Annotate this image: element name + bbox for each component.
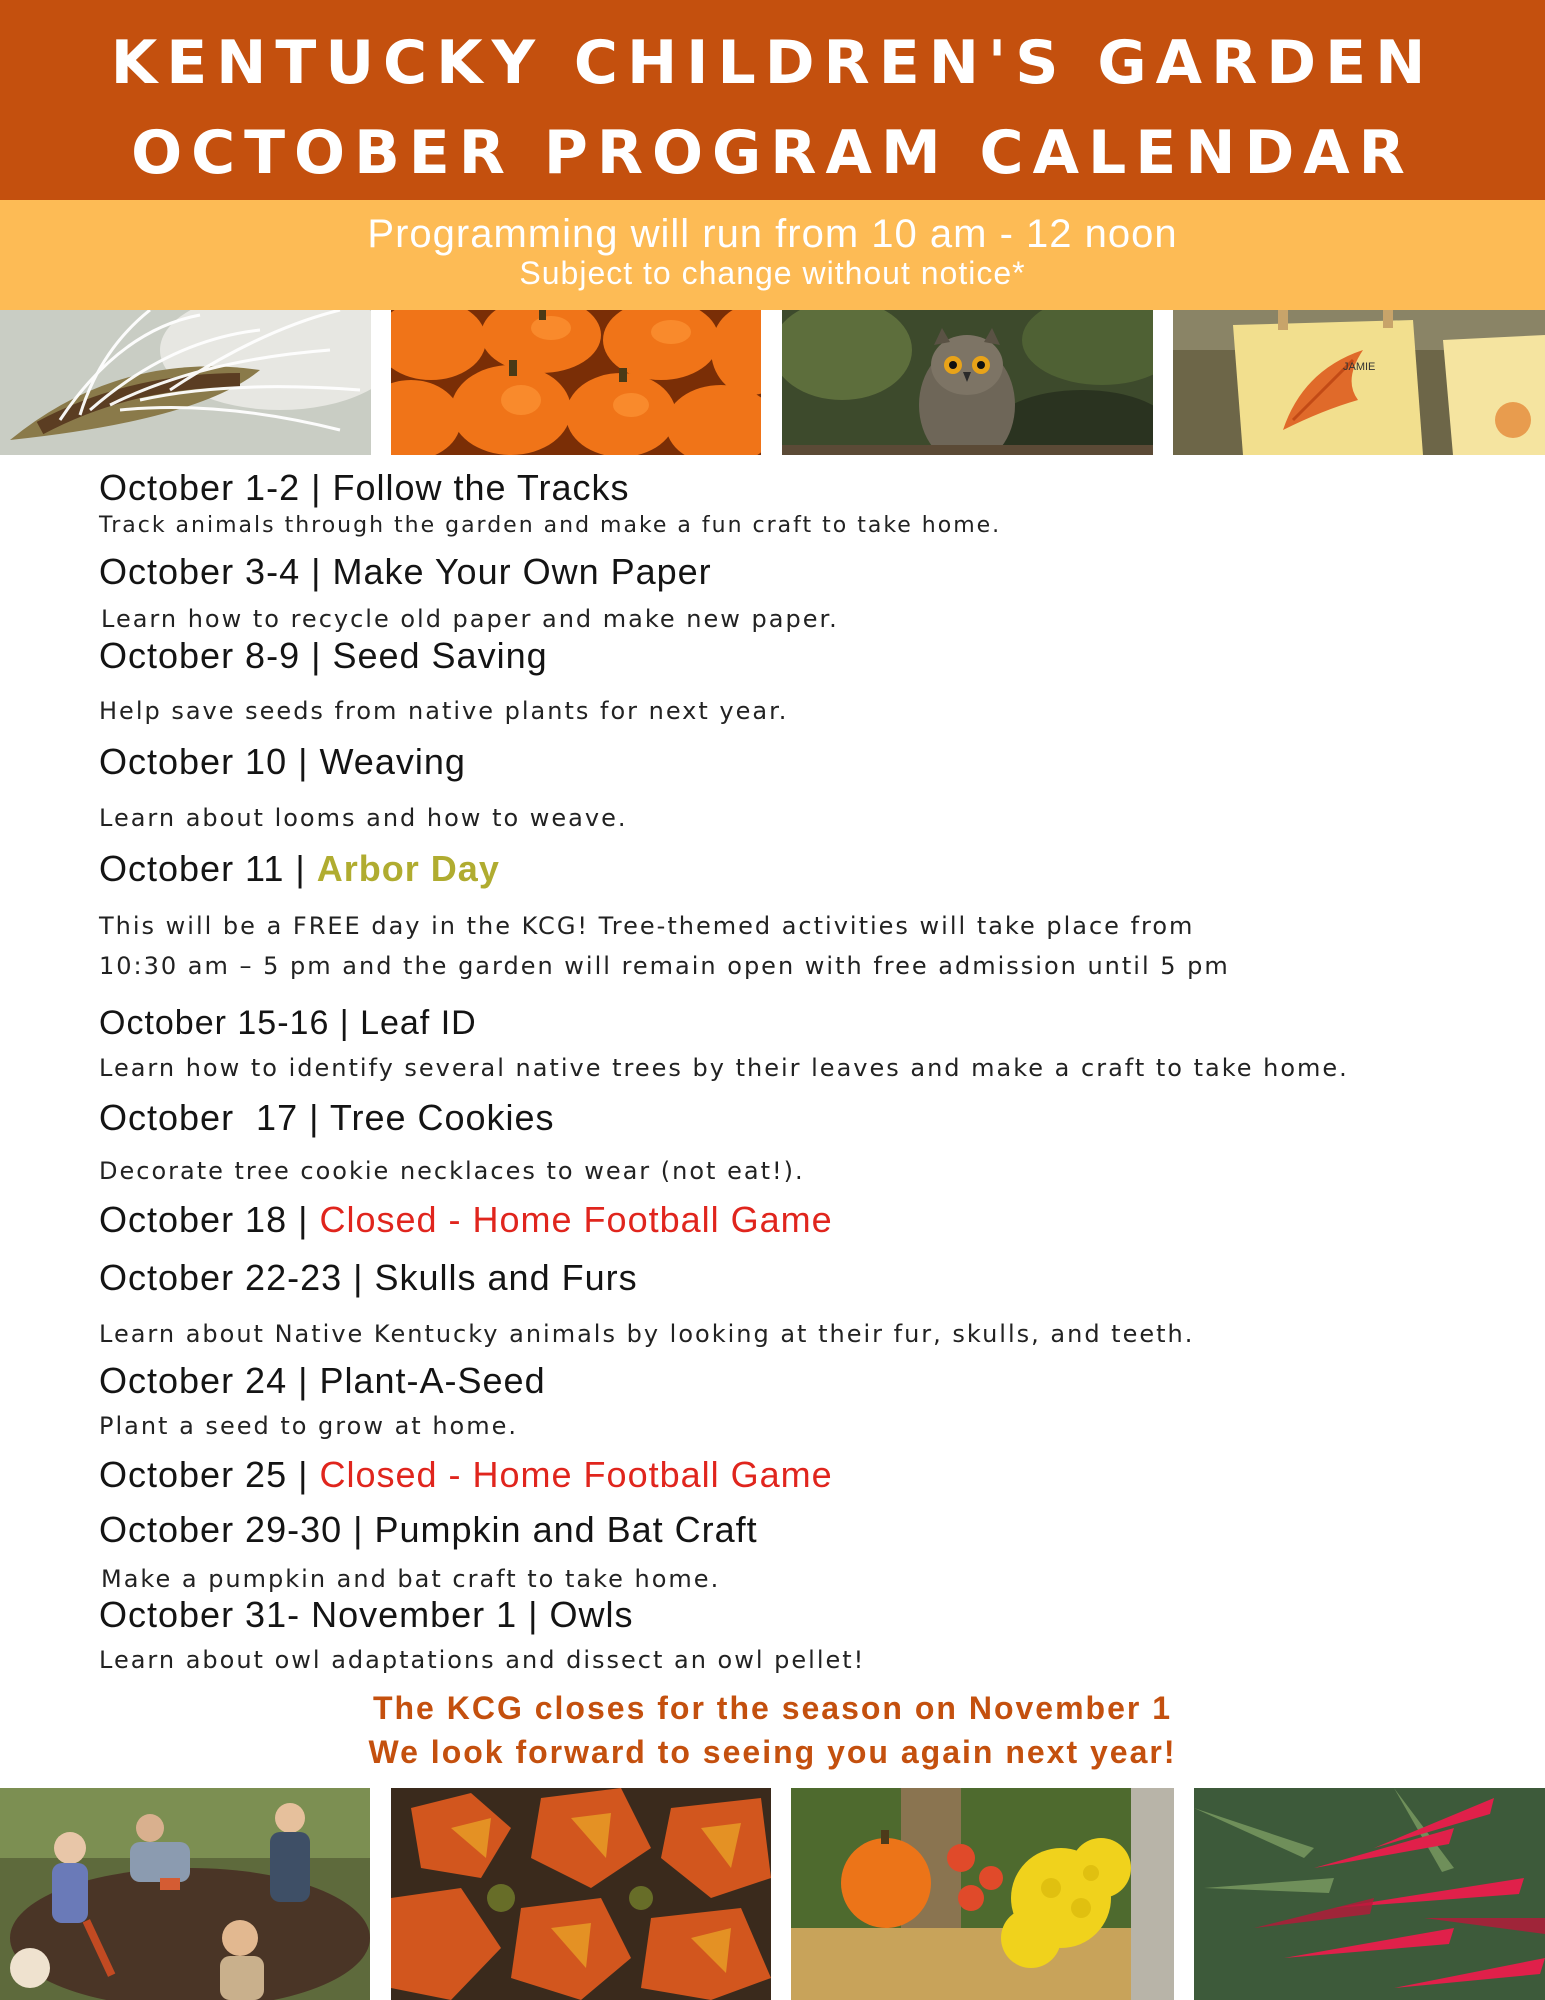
program-hours: Programming will run from 10 am - 12 noon	[367, 212, 1178, 256]
event-title: October 8-9 | Seed Saving	[99, 635, 548, 676]
event-desc: Learn about owl adaptations and dissect an owl pellet!	[99, 1646, 866, 1674]
event-desc: Track animals through the garden and make a fun craft to take home.	[99, 513, 1002, 538]
event-title: October 1-2 | Follow the Tracks	[99, 467, 630, 508]
event-desc: This will be a FREE day in the KCG! Tree-themed activities will take place from	[99, 912, 1195, 940]
event-title: October 17 | Tree Cookies	[99, 1097, 555, 1138]
event-desc: Learn how to identify several native trees by their leaves and make a craft to take home.	[99, 1054, 1349, 1082]
event-title: October 15-16 | Leaf ID	[99, 1004, 477, 1042]
pumpkin-mums-photo	[791, 1788, 1174, 2000]
pumpkins-photo	[391, 310, 761, 455]
event-title: October 18 | Closed - Home Football Game	[99, 1199, 833, 1240]
event-title: October 3-4 | Make Your Own Paper	[99, 551, 712, 592]
event-desc: Decorate tree cookie necklaces to wear (not eat!).	[99, 1157, 805, 1185]
event-desc: Help save seeds from native plants for next year.	[99, 697, 789, 725]
event-title: October 11 | Arbor Day	[99, 848, 500, 889]
event-desc: Plant a seed to grow at home.	[99, 1412, 518, 1440]
event-title: October 10 | Weaving	[99, 741, 466, 782]
red-sumac-photo	[1194, 1788, 1545, 2000]
event-title: October 25 | Closed - Home Football Game	[99, 1454, 833, 1495]
subtitle-banner	[0, 200, 1545, 310]
event-desc: Learn about Native Kentucky animals by looking at their fur, skulls, and teeth.	[99, 1320, 1195, 1348]
event-title: October 22-23 | Skulls and Furs	[99, 1257, 638, 1298]
event-desc: 10:30 am – 5 pm and the garden will remain open with free admission until 5 pm	[99, 952, 1230, 980]
event-title: October 29-30 | Pumpkin and Bat Craft	[99, 1509, 758, 1550]
change-notice: Subject to change without notice*	[519, 255, 1026, 291]
title-banner	[0, 0, 1545, 200]
event-title: October 24 | Plant-A-Seed	[99, 1360, 546, 1401]
event-desc: Learn how to recycle old paper and make new paper.	[101, 605, 839, 633]
event-title: October 31- November 1 | Owls	[99, 1594, 634, 1635]
closed-notice: Closed - Home Football Game	[319, 1199, 833, 1240]
children-digging-photo	[0, 1788, 370, 2000]
title-line-2: OCTOBER PROGRAM CALENDAR	[131, 118, 1414, 188]
arbor-day-highlight: Arbor Day	[316, 848, 500, 889]
autumn-maple-leaves-photo	[391, 1788, 771, 2000]
event-desc: Learn about looms and how to weave.	[99, 804, 628, 832]
milkweed-pod-photo	[0, 310, 371, 455]
title-line-1: KENTUCKY CHILDREN'S GARDEN	[110, 28, 1435, 98]
owl-photo	[782, 310, 1153, 455]
closed-notice: Closed - Home Football Game	[319, 1454, 833, 1495]
leaf-print-craft-photo	[1173, 310, 1545, 455]
craft-name-label: JAMIE	[1343, 361, 1376, 373]
closing-line-1: The KCG closes for the season on November 1	[372, 1690, 1173, 1726]
closing-line-2: We look forward to seeing you again next year!	[368, 1734, 1177, 1770]
event-desc: Make a pumpkin and bat craft to take home.	[101, 1565, 721, 1593]
